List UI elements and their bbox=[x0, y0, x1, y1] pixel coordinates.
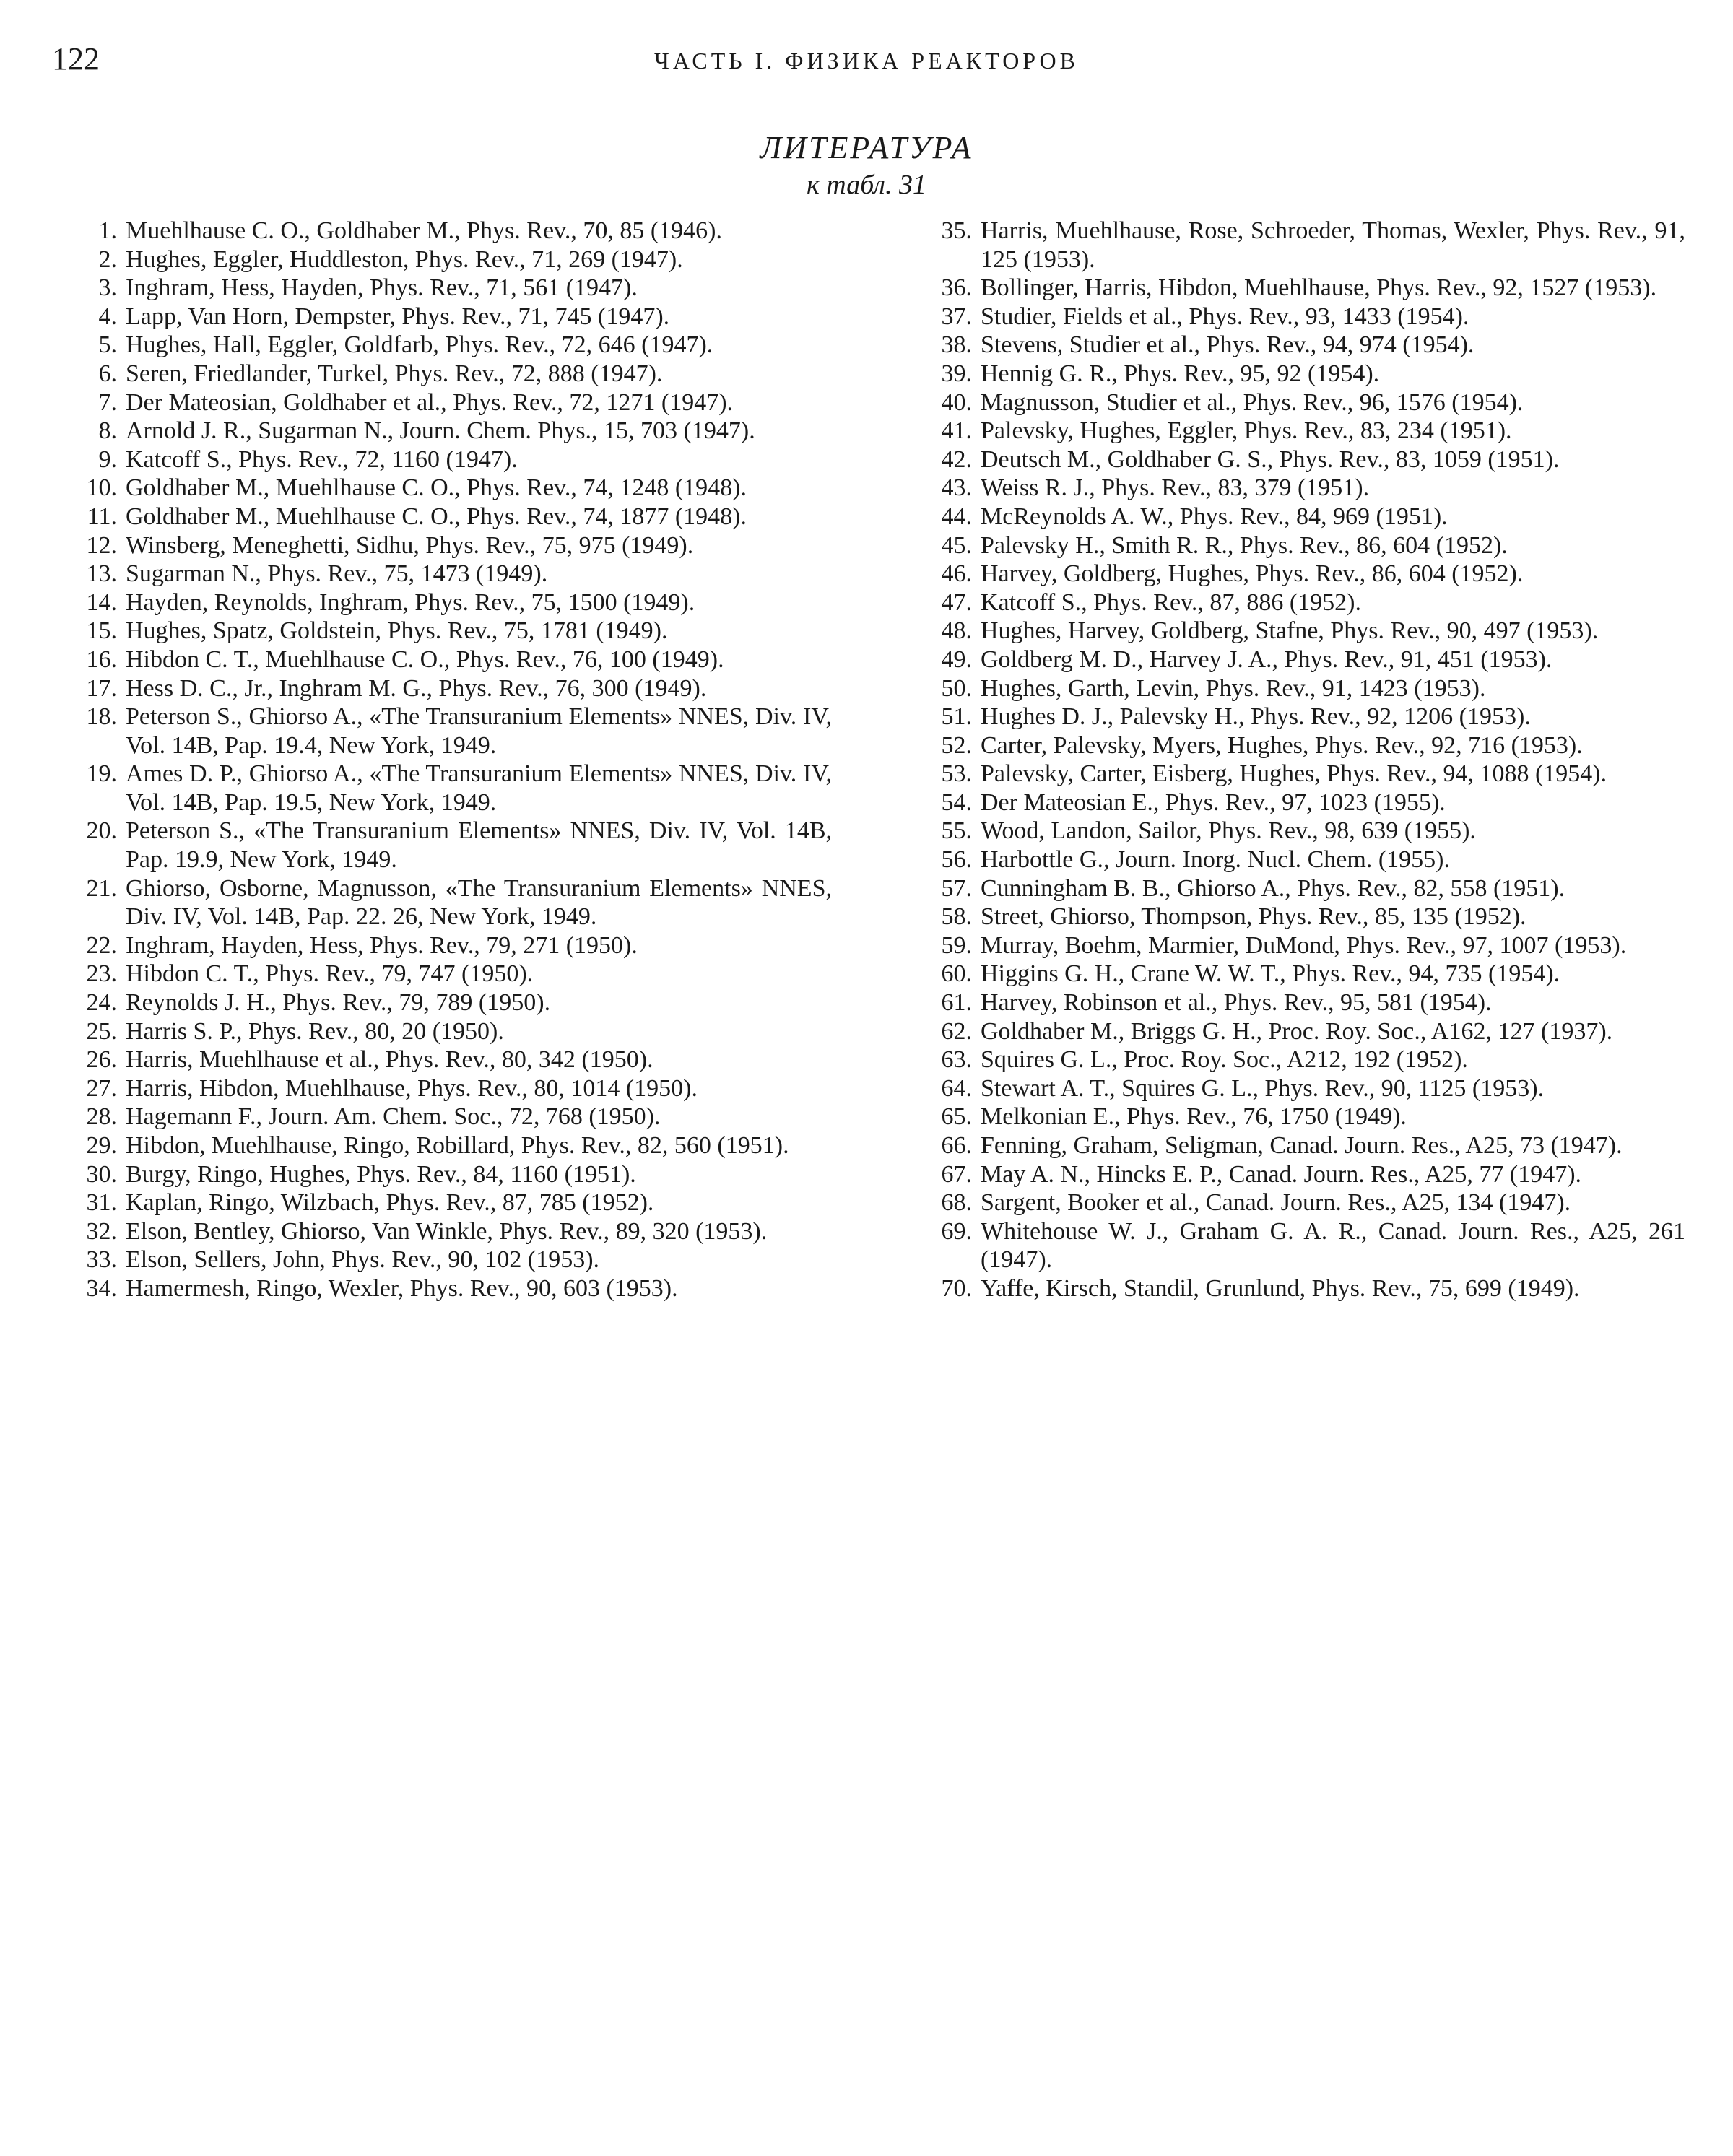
reference-item bbox=[55, 931, 832, 960]
reference-number: 10. bbox=[86, 474, 117, 502]
reference-text: Katcoff S., Phys. Rev., 87, 886 (1952). bbox=[981, 588, 1361, 616]
reference-text: Yaffe, Kirsch, Standil, Grunlund, Phys. Rev., 75, 699 (1949). bbox=[981, 1274, 1580, 1302]
reference-item bbox=[55, 1274, 832, 1303]
reference-number: 33. bbox=[86, 1246, 117, 1274]
reference-text: Muehlhause C. O., Goldhaber M., Phys. Rev., 70, 85 (1946). bbox=[126, 217, 722, 244]
reference-number: 35. bbox=[941, 217, 972, 244]
reference-item bbox=[55, 303, 832, 331]
reference-number: 54. bbox=[941, 788, 972, 816]
reference-text: Burgy, Ringo, Hughes, Phys. Rev., 84, 1160 (1951). bbox=[126, 1160, 636, 1188]
reference-item bbox=[55, 217, 832, 245]
reference-item bbox=[905, 217, 1685, 274]
reference-item bbox=[55, 331, 832, 360]
reference-text: Melkonian E., Phys. Rev., 76, 1750 (1949). bbox=[981, 1103, 1407, 1131]
reference-number: 1. bbox=[98, 217, 117, 244]
reference-text: Cunningham B. B., Ghiorso A., Phys. Rev., 82, 558 (1951). bbox=[981, 874, 1565, 902]
reference-item bbox=[905, 388, 1685, 417]
reference-number: 31. bbox=[86, 1189, 117, 1217]
reference-item bbox=[905, 1160, 1685, 1189]
reference-item bbox=[55, 1188, 832, 1217]
reference-number: 18. bbox=[86, 703, 117, 731]
reference-item bbox=[905, 445, 1685, 474]
reference-item bbox=[55, 960, 832, 988]
reference-number: 7. bbox=[98, 388, 117, 416]
reference-item bbox=[905, 1188, 1685, 1217]
reference-number: 66. bbox=[941, 1132, 972, 1159]
reference-number: 14. bbox=[86, 588, 117, 616]
reference-number: 8. bbox=[98, 417, 117, 445]
reference-item bbox=[905, 760, 1685, 788]
reference-number: 26. bbox=[86, 1046, 117, 1074]
reference-number: 51. bbox=[941, 703, 972, 731]
reference-number: 23. bbox=[86, 960, 117, 988]
reference-text: Harris S. P., Phys. Rev., 80, 20 (1950). bbox=[126, 1017, 504, 1045]
reference-number: 57. bbox=[941, 874, 972, 902]
reference-text: Hughes, Eggler, Huddleston, Phys. Rev., 71, 269 (1947). bbox=[126, 245, 683, 273]
reference-item bbox=[905, 846, 1685, 874]
reference-text: Deutsch M., Goldhaber G. S., Phys. Rev., 83, 1059 (1951). bbox=[981, 445, 1560, 473]
reference-item bbox=[55, 445, 832, 474]
reference-text: Stevens, Studier et al., Phys. Rev., 94, 974 (1954). bbox=[981, 331, 1474, 359]
reference-number: 50. bbox=[941, 674, 972, 702]
reference-number: 16. bbox=[86, 646, 117, 673]
reference-number: 63. bbox=[941, 1046, 972, 1074]
reference-item bbox=[55, 646, 832, 674]
reference-text: Hughes, Garth, Levin, Phys. Rev., 91, 1423 (1953). bbox=[981, 674, 1486, 702]
reference-text: Harris, Hibdon, Muehlhause, Phys. Rev., 80, 1014 (1950). bbox=[126, 1074, 698, 1102]
reference-item bbox=[55, 531, 832, 560]
reference-item bbox=[905, 1103, 1685, 1131]
reference-text: Harbottle G., Journ. Inorg. Nucl. Chem. (1955). bbox=[981, 846, 1450, 874]
reference-text: Arnold J. R., Sugarman N., Journ. Chem. Phys., 15, 703 (1947). bbox=[126, 417, 755, 445]
reference-text: Goldhaber M., Muehlhause C. O., Phys. Rev., 74, 1248 (1948). bbox=[126, 474, 747, 502]
reference-item bbox=[905, 474, 1685, 503]
reference-text: Carter, Palevsky, Myers, Hughes, Phys. Rev., 92, 716 (1953). bbox=[981, 731, 1583, 759]
reference-number: 34. bbox=[86, 1274, 117, 1302]
reference-item bbox=[905, 731, 1685, 760]
reference-item bbox=[55, 1074, 832, 1103]
reference-number: 11. bbox=[87, 503, 117, 530]
reference-item bbox=[55, 1131, 832, 1160]
reference-number: 58. bbox=[941, 903, 972, 931]
reference-item bbox=[905, 1046, 1685, 1074]
reference-item bbox=[55, 1017, 832, 1046]
reference-number: 53. bbox=[941, 760, 972, 788]
reference-text: Hibdon, Muehlhause, Ringo, Robillard, Phys. Rev., 82, 560 (1951). bbox=[126, 1132, 789, 1159]
reference-item bbox=[905, 674, 1685, 703]
reference-item bbox=[905, 960, 1685, 988]
reference-item bbox=[905, 703, 1685, 731]
reference-item bbox=[905, 303, 1685, 331]
reference-number: 17. bbox=[86, 674, 117, 702]
reference-text: Hughes, Spatz, Goldstein, Phys. Rev., 75, 1781 (1949). bbox=[126, 617, 668, 645]
reference-item bbox=[55, 760, 832, 817]
reference-item bbox=[905, 360, 1685, 388]
reference-item bbox=[905, 274, 1685, 303]
reference-number: 59. bbox=[941, 931, 972, 959]
reference-text: Der Mateosian, Goldhaber et al., Phys. Rev., 72, 1271 (1947). bbox=[126, 388, 734, 416]
reference-number: 46. bbox=[941, 560, 972, 588]
reference-number: 15. bbox=[86, 617, 117, 645]
reference-number: 27. bbox=[86, 1074, 117, 1102]
reference-number: 20. bbox=[86, 817, 117, 845]
reference-item bbox=[55, 245, 832, 274]
reference-text: Weiss R. J., Phys. Rev., 83, 379 (1951). bbox=[981, 474, 1370, 502]
reference-text: Sargent, Booker et al., Canad. Journ. Res., A25, 134 (1947). bbox=[981, 1189, 1571, 1217]
reference-number: 41. bbox=[941, 417, 972, 445]
reference-item bbox=[905, 903, 1685, 931]
reference-item bbox=[55, 1160, 832, 1189]
reference-number: 43. bbox=[941, 474, 972, 502]
reference-text: Ames D. P., Ghiorso A., «The Transuranium Elements» NNES, Div. IV, Vol. 14B, Pap. 19.5, New York, 1949. bbox=[126, 760, 832, 816]
reference-item bbox=[905, 417, 1685, 445]
reference-text: Winsberg, Meneghetti, Sidhu, Phys. Rev., 75, 975 (1949). bbox=[126, 531, 694, 559]
reference-number: 12. bbox=[86, 531, 117, 559]
reference-text: Palevsky, Carter, Eisberg, Hughes, Phys. Rev., 94, 1088 (1954). bbox=[981, 760, 1607, 788]
reference-item bbox=[905, 646, 1685, 674]
reference-number: 60. bbox=[941, 960, 972, 988]
reference-text: Inghram, Hayden, Hess, Phys. Rev., 79, 271 (1950). bbox=[126, 931, 638, 959]
reference-item bbox=[905, 1017, 1685, 1046]
reference-text: Elson, Bentley, Ghiorso, Van Winkle, Phys. Rev., 89, 320 (1953). bbox=[126, 1217, 768, 1245]
reference-number: 6. bbox=[98, 360, 117, 387]
reference-item bbox=[905, 817, 1685, 846]
reference-item bbox=[55, 1246, 832, 1274]
reference-text: Seren, Friedlander, Turkel, Phys. Rev., 72, 888 (1947). bbox=[126, 360, 663, 387]
reference-item bbox=[55, 1103, 832, 1131]
reference-number: 55. bbox=[941, 817, 972, 845]
reference-column-left bbox=[55, 217, 832, 1303]
reference-number: 44. bbox=[941, 503, 972, 530]
reference-number: 19. bbox=[86, 760, 117, 788]
reference-text: Lapp, Van Horn, Dempster, Phys. Rev., 71, 745 (1947). bbox=[126, 303, 670, 330]
reference-number: 4. bbox=[98, 303, 117, 330]
reference-item bbox=[55, 388, 832, 417]
reference-item bbox=[905, 931, 1685, 960]
reference-item bbox=[55, 360, 832, 388]
reference-text: Whitehouse W. J., Graham G. A. R., Canad. Journ. Res., A25, 261 (1947). bbox=[981, 1217, 1685, 1274]
reference-item bbox=[905, 531, 1685, 560]
reference-number: 69. bbox=[941, 1217, 972, 1245]
reference-text: Harvey, Goldberg, Hughes, Phys. Rev., 86, 604 (1952). bbox=[981, 560, 1524, 588]
reference-number: 48. bbox=[941, 617, 972, 645]
reference-item bbox=[55, 988, 832, 1017]
reference-text: Murray, Boehm, Marmier, DuMond, Phys. Rev., 97, 1007 (1953). bbox=[981, 931, 1627, 959]
reference-number: 30. bbox=[86, 1160, 117, 1188]
reference-item bbox=[55, 674, 832, 703]
reference-text: Inghram, Hess, Hayden, Phys. Rev., 71, 561 (1947). bbox=[126, 274, 638, 302]
reference-text: Elson, Sellers, John, Phys. Rev., 90, 102 (1953). bbox=[126, 1246, 600, 1274]
reference-number: 62. bbox=[941, 1017, 972, 1045]
reference-text: Hibdon C. T., Muehlhause C. O., Phys. Rev., 76, 100 (1949). bbox=[126, 646, 724, 673]
reference-number: 13. bbox=[86, 560, 117, 588]
reference-text: Street, Ghiorso, Thompson, Phys. Rev., 85, 135 (1952). bbox=[981, 903, 1526, 931]
reference-column-right bbox=[905, 217, 1685, 1303]
reference-text: Peterson S., Ghiorso A., «The Transuranium Elements» NNES, Div. IV, Vol. 14B, Pap. 19.4, New York, 1949. bbox=[126, 703, 832, 759]
reference-text: Bollinger, Harris, Hibdon, Muehlhause, Phys. Rev., 92, 1527 (1953). bbox=[981, 274, 1657, 302]
reference-text: Der Mateosian E., Phys. Rev., 97, 1023 (1955). bbox=[981, 788, 1446, 816]
reference-text: Hughes D. J., Palevsky H., Phys. Rev., 92, 1206 (1953). bbox=[981, 703, 1531, 731]
reference-item bbox=[55, 817, 832, 874]
reference-item bbox=[905, 503, 1685, 531]
reference-text: Goldhaber M., Briggs G. H., Proc. Roy. Soc., A162, 127 (1937). bbox=[981, 1017, 1613, 1045]
reference-number: 2. bbox=[98, 245, 117, 273]
reference-number: 37. bbox=[941, 303, 972, 330]
reference-text: Goldberg M. D., Harvey J. A., Phys. Rev., 91, 451 (1953). bbox=[981, 646, 1552, 673]
reference-number: 21. bbox=[86, 874, 117, 902]
reference-number: 45. bbox=[941, 531, 972, 559]
reference-number: 56. bbox=[941, 846, 972, 874]
reference-item bbox=[905, 1217, 1685, 1274]
reference-item bbox=[905, 1131, 1685, 1160]
page-number: 122 bbox=[52, 41, 100, 77]
reference-item bbox=[55, 588, 832, 617]
reference-text: Goldhaber M., Muehlhause C. O., Phys. Rev., 74, 1877 (1948). bbox=[126, 503, 747, 530]
reference-number: 9. bbox=[98, 445, 117, 473]
reference-item bbox=[55, 703, 832, 760]
reference-number: 39. bbox=[941, 360, 972, 387]
reference-text: Stewart A. T., Squires G. L., Phys. Rev., 90, 1125 (1953). bbox=[981, 1074, 1545, 1102]
reference-number: 36. bbox=[941, 274, 972, 302]
reference-text: Katcoff S., Phys. Rev., 72, 1160 (1947). bbox=[126, 445, 518, 473]
reference-number: 29. bbox=[86, 1132, 117, 1159]
running-head: ЧАСТЬ I. ФИЗИКА РЕАКТОРОВ bbox=[654, 48, 1079, 74]
section-title: ЛИТЕРАТУРА bbox=[760, 130, 973, 165]
reference-item bbox=[905, 560, 1685, 588]
section-subtitle: к табл. 31 bbox=[807, 170, 926, 200]
reference-number: 32. bbox=[86, 1217, 117, 1245]
reference-text: Wood, Landon, Sailor, Phys. Rev., 98, 639 (1955). bbox=[981, 817, 1476, 845]
reference-item bbox=[905, 988, 1685, 1017]
reference-text: Hennig G. R., Phys. Rev., 95, 92 (1954). bbox=[981, 360, 1380, 387]
reference-number: 70. bbox=[941, 1274, 972, 1302]
reference-text: Hughes, Hall, Eggler, Goldfarb, Phys. Rev., 72, 646 (1947). bbox=[126, 331, 713, 359]
reference-item bbox=[905, 1074, 1685, 1103]
reference-number: 64. bbox=[941, 1074, 972, 1102]
reference-item bbox=[905, 331, 1685, 360]
reference-item bbox=[905, 588, 1685, 617]
reference-item bbox=[55, 503, 832, 531]
reference-item bbox=[55, 560, 832, 588]
reference-item bbox=[55, 1217, 832, 1246]
reference-item bbox=[55, 417, 832, 445]
reference-text: Hibdon C. T., Phys. Rev., 79, 747 (1950). bbox=[126, 960, 534, 988]
reference-text: Studier, Fields et al., Phys. Rev., 93, 1433 (1954). bbox=[981, 303, 1469, 330]
reference-item bbox=[905, 874, 1685, 903]
reference-text: Sugarman N., Phys. Rev., 75, 1473 (1949). bbox=[126, 560, 548, 588]
reference-text: Peterson S., «The Transuranium Elements» NNES, Div. IV, Vol. 14B, Pap. 19.9, New York, 1949. bbox=[126, 817, 832, 874]
reference-number: 67. bbox=[941, 1160, 972, 1188]
reference-number: 28. bbox=[86, 1103, 117, 1131]
reference-text: Hayden, Reynolds, Inghram, Phys. Rev., 75, 1500 (1949). bbox=[126, 588, 695, 616]
reference-text: Harvey, Robinson et al., Phys. Rev., 95, 581 (1954). bbox=[981, 989, 1492, 1017]
reference-item bbox=[905, 788, 1685, 817]
reference-text: Hagemann F., Journ. Am. Chem. Soc., 72, 768 (1950). bbox=[126, 1103, 661, 1131]
reference-text: Ghiorso, Osborne, Magnusson, «The Transuranium Elements» NNES, Div. IV, Vol. 14B, Pap. 22. 26, New York, 1949. bbox=[126, 874, 832, 931]
reference-text: Palevsky, Hughes, Eggler, Phys. Rev., 83, 234 (1951). bbox=[981, 417, 1512, 445]
reference-number: 5. bbox=[98, 331, 117, 359]
reference-number: 47. bbox=[941, 588, 972, 616]
reference-text: Higgins G. H., Crane W. W. T., Phys. Rev., 94, 735 (1954). bbox=[981, 960, 1560, 988]
reference-number: 42. bbox=[941, 445, 972, 473]
reference-number: 65. bbox=[941, 1103, 972, 1131]
reference-item bbox=[55, 474, 832, 503]
reference-number: 38. bbox=[941, 331, 972, 359]
reference-item bbox=[905, 1274, 1685, 1303]
reference-text: Reynolds J. H., Phys. Rev., 79, 789 (1950). bbox=[126, 989, 551, 1017]
reference-item bbox=[905, 617, 1685, 646]
reference-number: 52. bbox=[941, 731, 972, 759]
reference-item bbox=[55, 274, 832, 303]
reference-number: 49. bbox=[941, 646, 972, 673]
reference-text: Harris, Muehlhause, Rose, Schroeder, Thomas, Wexler, Phys. Rev., 91, 125 (1953). bbox=[981, 217, 1685, 273]
reference-number: 68. bbox=[941, 1189, 972, 1217]
reference-number: 25. bbox=[86, 1017, 117, 1045]
reference-text: Fenning, Graham, Seligman, Canad. Journ. Res., A25, 73 (1947). bbox=[981, 1132, 1623, 1159]
reference-number: 3. bbox=[98, 274, 117, 302]
reference-text: Palevsky H., Smith R. R., Phys. Rev., 86, 604 (1952). bbox=[981, 531, 1508, 559]
reference-text: Kaplan, Ringo, Wilzbach, Phys. Rev., 87, 785 (1952). bbox=[126, 1189, 654, 1217]
reference-number: 61. bbox=[941, 989, 972, 1017]
reference-text: McReynolds A. W., Phys. Rev., 84, 969 (1951). bbox=[981, 503, 1448, 530]
reference-text: May A. N., Hincks E. P., Canad. Journ. Res., A25, 77 (1947). bbox=[981, 1160, 1582, 1188]
reference-text: Squires G. L., Proc. Roy. Soc., A212, 192 (1952). bbox=[981, 1046, 1468, 1074]
reference-item bbox=[55, 617, 832, 646]
reference-number: 40. bbox=[941, 388, 972, 416]
reference-number: 22. bbox=[86, 931, 117, 959]
reference-number: 24. bbox=[86, 989, 117, 1017]
reference-item bbox=[55, 874, 832, 931]
reference-text: Harris, Muehlhause et al., Phys. Rev., 80, 342 (1950). bbox=[126, 1046, 653, 1074]
reference-text: Hamermesh, Ringo, Wexler, Phys. Rev., 90, 603 (1953). bbox=[126, 1274, 678, 1302]
reference-item bbox=[55, 1046, 832, 1074]
reference-text: Hess D. C., Jr., Inghram M. G., Phys. Rev., 76, 300 (1949). bbox=[126, 674, 707, 702]
reference-text: Hughes, Harvey, Goldberg, Stafne, Phys. Rev., 90, 497 (1953). bbox=[981, 617, 1599, 645]
reference-text: Magnusson, Studier et al., Phys. Rev., 96, 1576 (1954). bbox=[981, 388, 1524, 416]
